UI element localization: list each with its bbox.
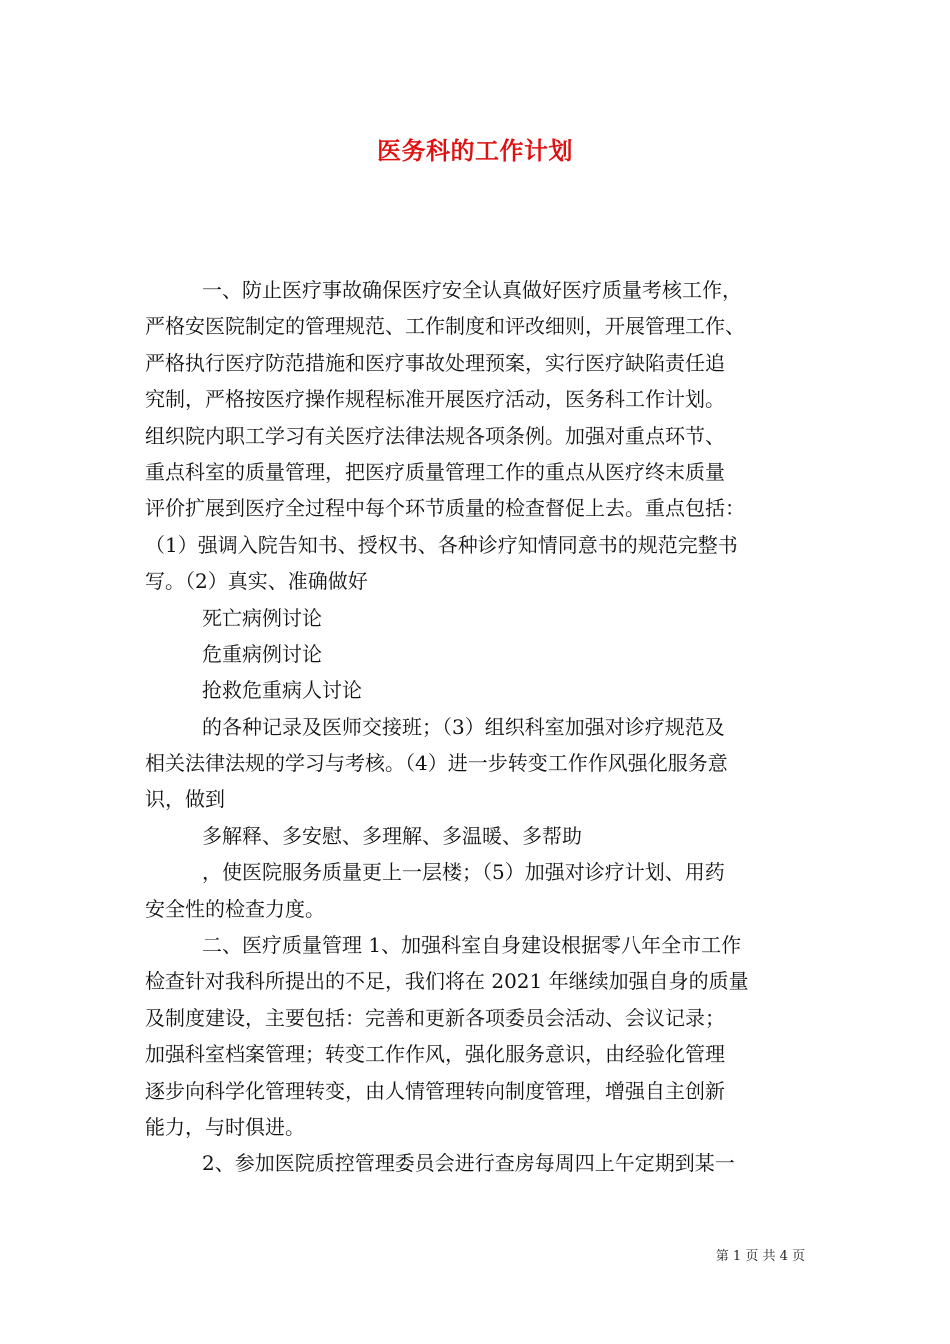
- paragraph-line: 二、医疗质量管理 1、加强科室自身建设根据零八年全市工作: [202, 933, 742, 958]
- list-item: 抢救危重病人讨论: [202, 678, 362, 703]
- paragraph-line: 重点科室的质量管理，把医疗质量管理工作的重点从医疗终末质量: [145, 459, 725, 484]
- paragraph-line: 写。（2）真实、准确做好: [145, 569, 368, 594]
- paragraph-line: 严格执行医疗防范措施和医疗事故处理预案，实行医疗缺陷责任追: [145, 350, 725, 375]
- paragraph-line: 安全性的检查力度。: [145, 896, 325, 921]
- paragraph-line: 逐步向科学化管理转变，由人情管理转向制度管理，增强自主创新: [145, 1078, 725, 1103]
- list-item: 危重病例讨论: [202, 641, 322, 666]
- list-item: 多解释、多安慰、多理解、多温暖、多帮助: [202, 823, 582, 848]
- paragraph-line: 能力，与时俱进。: [145, 1114, 305, 1139]
- paragraph-line: 2、参加医院质控管理委员会进行查房每周四上午定期到某一: [202, 1151, 735, 1176]
- paragraph-line: 一、防止医疗事故确保医疗安全认真做好医疗质量考核工作，: [202, 278, 742, 302]
- list-item: 死亡病例讨论: [202, 605, 322, 630]
- paragraph-line: 加强科室档案管理；转变工作作风，强化服务意识，由经验化管理: [145, 1042, 725, 1067]
- paragraph-line: ，使医院服务质量更上一层楼；（5）加强对诊疗计划、用药: [202, 860, 725, 885]
- paragraph-line: 及制度建设，主要包括：完善和更新各项委员会活动、会议记录；: [145, 1005, 725, 1030]
- paragraph-line: 相关法律法规的学习与考核。（4）进一步转变工作作风强化服务意: [145, 751, 728, 776]
- document-body: [145, 272, 810, 1182]
- paragraph-line: 组织院内职工学习有关医疗法律法规各项条例。加强对重点环节、: [145, 423, 725, 448]
- paragraph-line: 评价扩展到医疗全过程中每个环节质量的检查督促上去。重点包括：: [145, 496, 745, 521]
- paragraph-line: （1）强调入院告知书、授权书、各种诊疗知情同意书的规范完整书: [145, 532, 738, 557]
- paragraph-line: 究制，严格按医疗操作规程标准开展医疗活动，医务科工作计划。: [145, 387, 725, 412]
- paragraph-line: 检查针对我科所提出的不足，我们将在 2021 年继续加强自身的质量: [145, 969, 749, 994]
- page-number: 第 1 页 共 4 页: [715, 1249, 805, 1264]
- page-title: 医务科的工作计划: [377, 136, 573, 165]
- paragraph-line: 的各种记录及医师交接班；（3）组织科室加强对诊疗规范及: [202, 714, 725, 739]
- paragraph-line: 识，做到: [145, 787, 225, 812]
- paragraph-line: 严格安医院制定的管理规范、工作制度和评改细则，开展管理工作、: [145, 314, 745, 339]
